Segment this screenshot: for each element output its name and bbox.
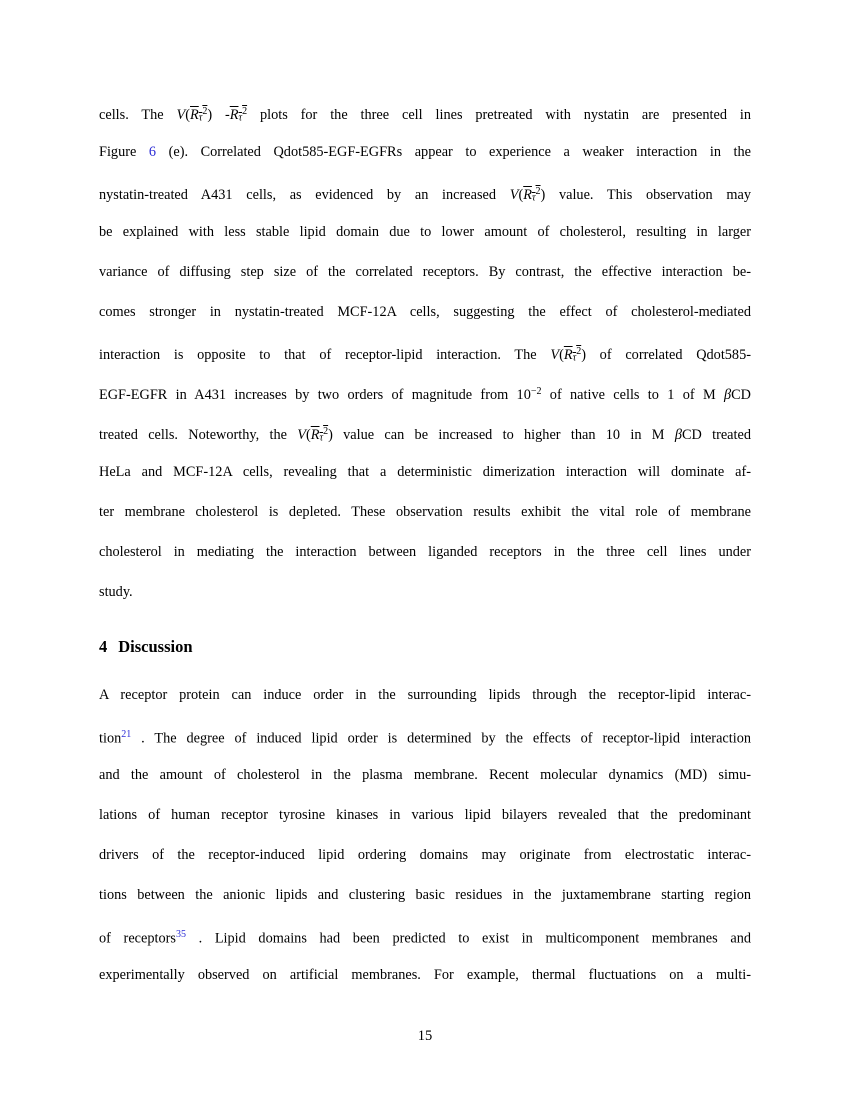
math-italic: R	[563, 347, 573, 363]
math-italic: β	[674, 427, 682, 443]
text-run: ) value. This observation may	[540, 187, 751, 203]
text-line	[99, 132, 751, 172]
text-run: study.	[99, 584, 133, 600]
text-line	[99, 292, 751, 332]
text-run: comes stronger in nystatin-treated MCF-12A cells, suggesting the effect of cholesterol-mediated	[99, 304, 751, 320]
text-run: CD treated	[681, 427, 751, 443]
text-run: variance of diffusing step size of the correlated receptors. By contrast, the effective interaction be-	[99, 264, 751, 280]
text-line	[99, 372, 751, 412]
section-title: Discussion	[118, 637, 193, 656]
text-run: be explained with less stable lipid domain due to lower amount of cholesterol, resulting in larger	[99, 224, 751, 240]
math-r-tau-squared	[523, 187, 540, 203]
figure-6-link[interactable]: 6	[148, 144, 157, 160]
text-run: . Lipid domains had been predicted to exist in multicomponent membranes and	[185, 930, 751, 947]
text-run: ) value can be increased to higher than 10 in M	[328, 427, 675, 443]
text-line	[99, 572, 751, 612]
text-run: interaction is opposite to that of receptor-lipid interaction. The	[99, 347, 551, 363]
text-line	[99, 915, 751, 955]
text-run: treated cells. Noteworthy, the	[99, 427, 298, 443]
text-run: EGF-EGFR in A431 increases by two orders of magnitude from 10	[99, 387, 531, 403]
text-line	[99, 172, 751, 212]
text-run: cholesterol in mediating the interaction between liganded receptors in the three cell lines under	[99, 544, 751, 560]
math-r-tau-squared	[564, 347, 581, 363]
text-run: drivers of the receptor-induced lipid ordering domains may originate from electrostatic interac-	[99, 847, 751, 863]
text-run: lations of human receptor tyrosine kinases in various lipid bilayers revealed that the predominant	[99, 807, 751, 823]
text-run: (	[559, 347, 564, 363]
text-run: (	[185, 107, 191, 123]
text-run: tion	[99, 730, 122, 747]
section-number: 4	[99, 637, 108, 656]
subscript: τ	[238, 112, 243, 124]
text-run: of native cells to 1 of M	[541, 387, 724, 403]
text-run: plots for the three cell lines pretreated with nystatin are presented in	[247, 107, 751, 123]
text-run: ter membrane cholesterol is depleted. These observation results exhibit the vital role of membrane	[99, 504, 751, 520]
math-italic: V	[550, 347, 560, 363]
text-line	[99, 492, 751, 532]
math-r-tau-squared	[311, 427, 328, 443]
text-line	[99, 252, 751, 292]
text-line	[99, 955, 751, 995]
text-run: and the amount of cholesterol in the plasma membrane. Recent molecular dynamics (MD) simu-	[99, 767, 751, 783]
superscript: 2	[242, 106, 248, 117]
section-heading	[99, 637, 193, 657]
text-run: (	[518, 187, 524, 203]
text-line	[99, 452, 751, 492]
text-run: of receptors	[99, 930, 176, 947]
text-run: . The degree of induced lipid order is determined by the effects of receptor-lipid interaction	[131, 730, 751, 747]
text-line	[99, 412, 751, 452]
math-italic: R	[190, 107, 199, 123]
math-italic: V	[176, 107, 186, 123]
math-r-tau-squared	[230, 107, 247, 123]
body-paragraph-discussion	[99, 675, 751, 995]
math-italic: R	[523, 187, 532, 203]
text-line	[99, 755, 751, 795]
text-line	[99, 795, 751, 835]
text-line	[99, 532, 751, 572]
subscript: τ	[319, 432, 324, 444]
superscript: 2	[202, 106, 208, 117]
text-run: (	[306, 427, 311, 443]
subscript: τ	[198, 112, 203, 124]
math-italic: V	[509, 187, 519, 203]
math-italic: R	[310, 427, 320, 443]
superscript: 2	[323, 426, 329, 437]
text-run: experimentally observed on artificial membranes. For example, thermal fluctuations on a multi-	[99, 967, 751, 983]
text-line	[99, 92, 751, 132]
text-line	[99, 835, 751, 875]
text-run: Figure	[99, 144, 149, 160]
superscript: 2	[576, 346, 582, 357]
citation-35-link[interactable]: 35	[175, 929, 186, 940]
text-run: (e). Correlated Qdot585-EGF-EGFRs appear to experience a weaker interaction in the	[156, 144, 752, 160]
text-line	[99, 212, 751, 252]
text-run: cells. The	[99, 107, 177, 123]
math-italic: β	[724, 387, 732, 403]
text-run: ) of correlated Qdot585-	[581, 347, 751, 363]
citation-21-link[interactable]: 21	[121, 729, 132, 740]
text-run: HeLa and MCF-12A cells, revealing that a deterministic dimerization interaction will dominate af-	[99, 464, 751, 480]
superscript: 2	[535, 186, 541, 197]
subscript: τ	[531, 192, 536, 204]
superscript: −2	[530, 386, 542, 397]
math-r-tau-squared	[190, 107, 207, 123]
math-italic: R	[229, 107, 239, 123]
text-run: ) -	[207, 107, 230, 123]
subscript: τ	[572, 352, 577, 364]
body-paragraph-results	[99, 92, 751, 612]
text-line	[99, 875, 751, 915]
math-italic: V	[297, 427, 306, 443]
text-line	[99, 332, 751, 372]
page-number: 15	[417, 1028, 433, 1044]
text-line	[99, 675, 751, 715]
text-run: A receptor protein can induce order in the surrounding lipids through the receptor-lipid interac-	[99, 687, 751, 703]
text-run: nystatin-treated A431 cells, as evidenced by an increased	[99, 187, 510, 203]
text-run: CD	[731, 387, 751, 403]
text-run: tions between the anionic lipids and clustering basic residues in the juxtamembrane starting region	[99, 887, 751, 903]
text-line	[99, 715, 751, 755]
